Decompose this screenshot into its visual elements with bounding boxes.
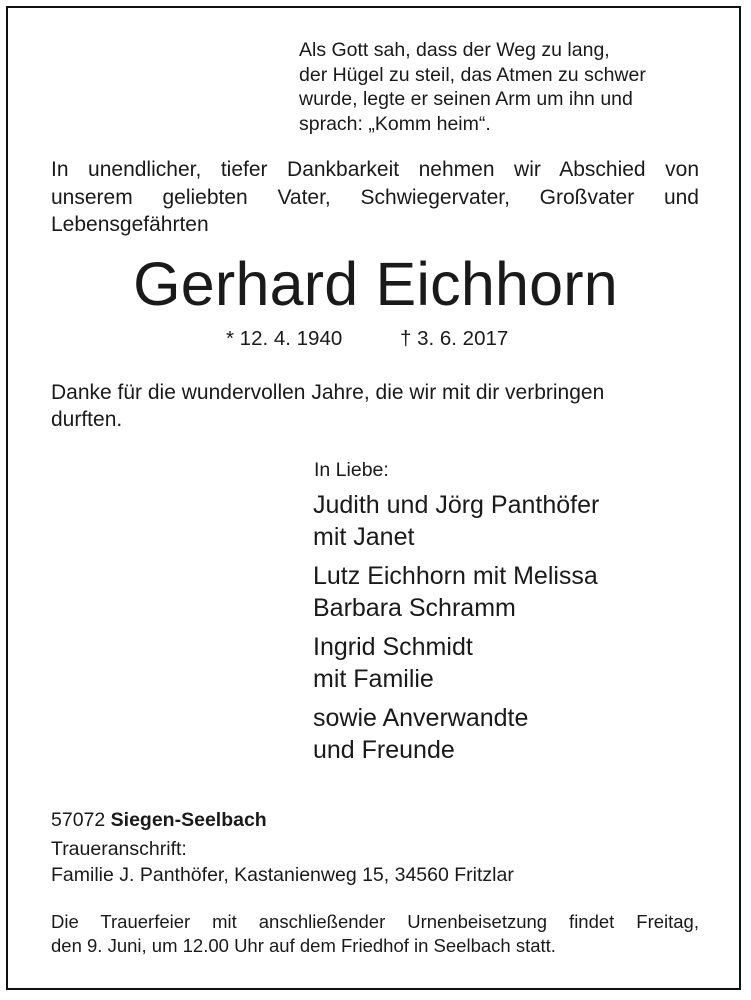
mourning-address [51,837,514,888]
mourner-group [313,490,733,553]
city-name: Siegen-Seelbach [110,809,267,831]
mourner-line: sowie Anverwandte [313,704,529,732]
thanks-line: Danke für die wundervollen Jahre, die wir mit dir verbringen [51,381,605,404]
mourner-line: mit Familie [313,664,434,693]
thanks-text [51,380,711,433]
mourner-line: mit Janet [313,522,415,551]
poem-verse [299,38,719,136]
deceased-name: Gerhard Eichhorn [133,250,618,318]
funeral-notice [51,910,699,957]
mourner-line: Judith und Jörg Panthöfer [313,491,600,519]
mourner-line: Ingrid Schmidt [313,633,473,661]
intro-line: In unendlicher, tiefer Dankbarkeit nehmen wir Abschied von [51,158,699,181]
address-label: Traueranschrift: [51,838,187,860]
mourners-heading: In Liebe: [314,459,389,481]
mourner-group [313,703,733,766]
poem-line: sprach: „Komm heim“. [299,112,491,135]
mourner-line: Barbara Schramm [313,593,516,622]
poem-line: wurde, legte er seinen Arm um ihn und [299,88,633,110]
poem-line: Als Gott sah, dass der Weg zu lang, [299,39,610,61]
intro-line: Lebensgefährten [51,213,209,236]
address-value: Familie J. Panthöfer, Kastanienweg 15, 34560 Fritzlar [51,863,514,886]
birth-date: * 12. 4. 1940 [226,327,343,350]
intro-line: unserem geliebten Vater, Schwiegervater, Großvater und [51,185,699,209]
place-line [51,808,267,832]
funeral-line: den 9. Juni, um 12.00 Uhr auf dem Friedhof in Seelbach statt. [51,934,556,956]
mourner-line: Lutz Eichhorn mit Melissa [313,562,598,590]
funeral-line: Die Trauerfeier mit anschließender Urnenbeisetzung findet Freitag, [51,911,699,932]
thanks-line: durften. [51,407,123,431]
postcode: 57072 [51,809,106,831]
death-date: † 3. 6. 2017 [400,327,509,350]
poem-line: der Hügel zu steil, das Atmen zu schwer [299,63,646,86]
farewell-intro [51,156,699,239]
mourner-line: und Freunde [313,735,455,764]
mourners-list [313,490,733,774]
mourner-group [313,632,733,695]
mourner-group [313,561,733,624]
